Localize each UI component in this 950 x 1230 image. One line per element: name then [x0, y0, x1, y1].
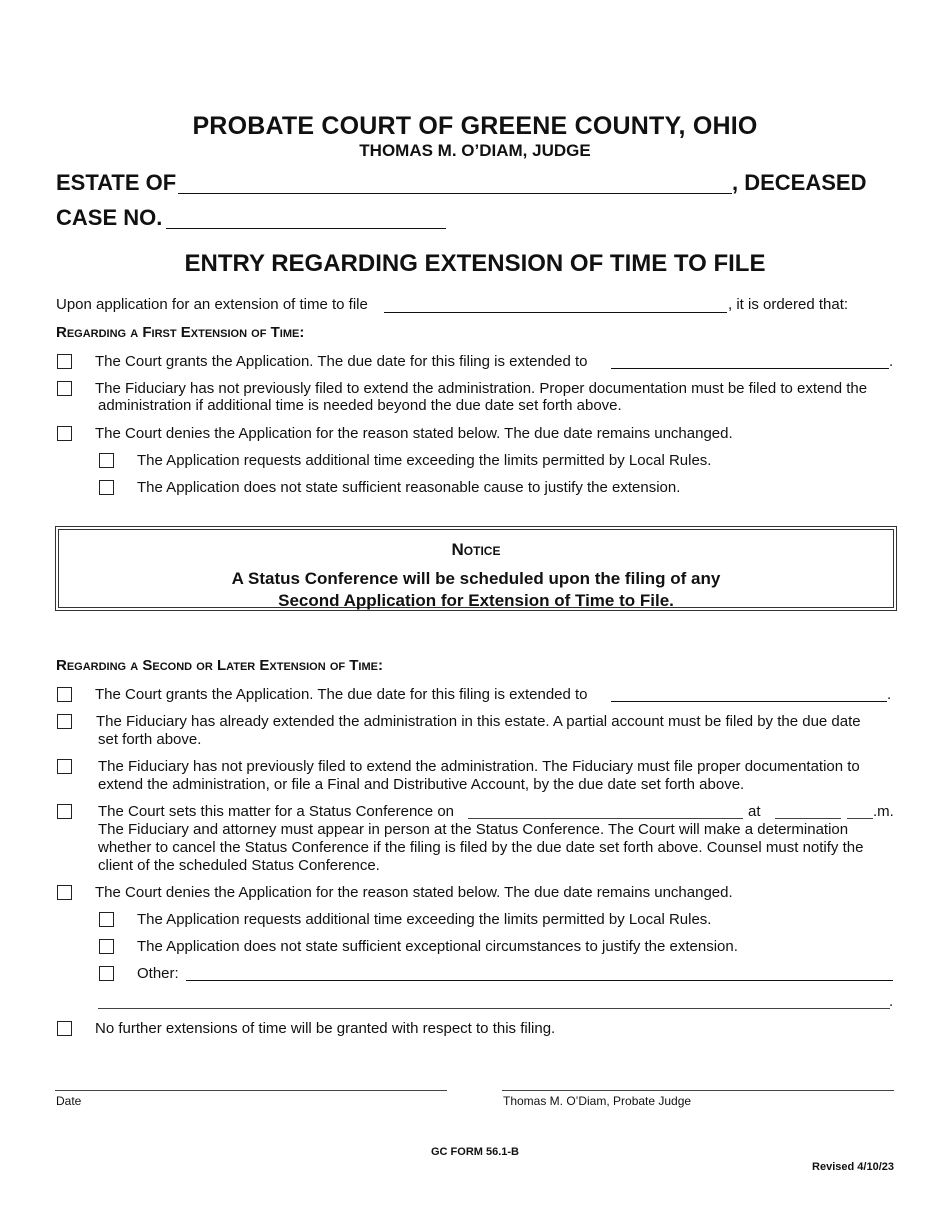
conference-line4: client of the scheduled Status Conference. — [98, 857, 380, 874]
filing-type-field[interactable] — [384, 312, 727, 313]
second-reason-exceptional-text: The Application does not state sufficient exceptional circumstances to justify the extension. — [137, 938, 738, 955]
case-number-field[interactable] — [166, 228, 446, 229]
estate-name-field[interactable] — [178, 193, 732, 194]
first-extension-heading: Regarding a First Extension of Time: — [56, 324, 305, 341]
second-reason-exceed-checkbox[interactable] — [99, 912, 114, 927]
notice-heading: Notice — [451, 540, 501, 559]
revised-date: Revised 4/10/23 — [812, 1161, 894, 1173]
second-status-conference-checkbox[interactable] — [57, 804, 72, 819]
second-deny-checkbox[interactable] — [57, 885, 72, 900]
first-reason-cause-text: The Application does not state sufficient reasonable cause to justify the extension. — [137, 479, 681, 496]
second-already-line1: The Fiduciary has already extended the administration in this estate. A partial account must be filed by the due date — [96, 713, 861, 730]
first-reason-exceed-checkbox[interactable] — [99, 453, 114, 468]
notice-box — [55, 526, 897, 611]
second-grant-checkbox[interactable] — [57, 687, 72, 702]
judge-name: THOMAS M. O’DIAM, JUDGE — [359, 141, 591, 160]
second-already-extended-checkbox[interactable] — [57, 714, 72, 729]
second-already-line2: set forth above. — [98, 731, 202, 748]
second-not-filed-line2: extend the administration, or file a Final and Distributive Account, by the due date set forth above. — [98, 776, 745, 793]
deceased-label: , DECEASED — [732, 170, 867, 195]
conference-date-field[interactable] — [468, 818, 743, 819]
first-not-filed-line2: administration if additional time is needed beyond the due date set forth above. — [98, 397, 622, 414]
other-reason-field-line2[interactable] — [98, 1008, 890, 1009]
conference-ampm-field[interactable] — [847, 818, 873, 819]
conference-line3: whether to cancel the Status Conference if the filing is filed by the due date set forth above. Counsel must notify the — [98, 839, 864, 856]
first-extended-date-field[interactable] — [611, 368, 889, 369]
first-deny-text: The Court denies the Application for the reason stated below. The due date remains unchanged. — [95, 425, 733, 442]
no-further-extensions-checkbox[interactable] — [57, 1021, 72, 1036]
first-reason-cause-checkbox[interactable] — [99, 480, 114, 495]
form-number: GC FORM 56.1-B — [430, 1146, 519, 1158]
first-not-filed-checkbox[interactable] — [57, 381, 72, 396]
first-reason-exceed-text: The Application requests additional time exceeding the limits permitted by Local Rules. — [137, 452, 712, 469]
second-extension-heading: Regarding a Second or Later Extension of Time: — [56, 657, 383, 674]
second-reason-other-checkbox[interactable] — [99, 966, 114, 981]
conference-m-label: .m. — [873, 803, 894, 820]
second-extended-date-field[interactable] — [611, 701, 887, 702]
second-reason-exceptional-checkbox[interactable] — [99, 939, 114, 954]
notice-line2: Second Application for Extension of Time to File. — [278, 591, 674, 610]
conference-line2: The Fiduciary and attorney must appear in person at the Status Conference. The Court will make a determination — [98, 821, 849, 838]
judge-signature-line[interactable] — [502, 1090, 894, 1091]
other-reason-field[interactable] — [186, 980, 893, 981]
court-title: PROBATE COURT OF GREENE COUNTY, OHIO — [192, 112, 758, 140]
conference-text: The Court sets this matter for a Status Conference on — [98, 803, 455, 820]
first-grant-checkbox[interactable] — [57, 354, 72, 369]
date-signature-line[interactable] — [55, 1090, 447, 1091]
second-not-filed-line1: The Fiduciary has not previously filed to extend the administration. The Fiduciary must file proper documentation to — [98, 758, 860, 775]
judge-signature-label: Thomas M. O’Diam, Probate Judge — [503, 1094, 692, 1108]
intro-prefix: Upon application for an extension of time to file — [56, 296, 368, 313]
conference-at-label: at — [748, 803, 761, 820]
conference-time-field[interactable] — [775, 818, 841, 819]
estate-label: ESTATE OF — [56, 170, 177, 195]
notice-body — [59, 568, 893, 612]
first-not-filed-line1: The Fiduciary has not previously filed to extend the administration. Proper documentation must be filed to extend the — [95, 380, 868, 397]
date-label: Date — [56, 1094, 82, 1108]
case-label: CASE NO. — [56, 205, 163, 230]
intro-suffix: , it is ordered that: — [728, 296, 849, 313]
second-not-filed-checkbox[interactable] — [57, 759, 72, 774]
entry-title: ENTRY REGARDING EXTENSION OF TIME TO FILE — [184, 250, 766, 277]
first-deny-checkbox[interactable] — [57, 426, 72, 441]
first-grant-text: The Court grants the Application. The due date for this filing is extended to — [95, 353, 588, 370]
no-further-extensions-text: No further extensions of time will be granted with respect to this filing. — [95, 1020, 556, 1037]
second-grant-text: The Court grants the Application. The due date for this filing is extended to — [95, 686, 588, 703]
second-reason-exceed-text: The Application requests additional time exceeding the limits permitted by Local Rules. — [137, 911, 712, 928]
notice-line1: A Status Conference will be scheduled upon the filing of any — [231, 569, 721, 588]
second-deny-text: The Court denies the Application for the reason stated below. The due date remains unchanged. — [95, 884, 733, 901]
other-label: Other: — [137, 965, 179, 982]
